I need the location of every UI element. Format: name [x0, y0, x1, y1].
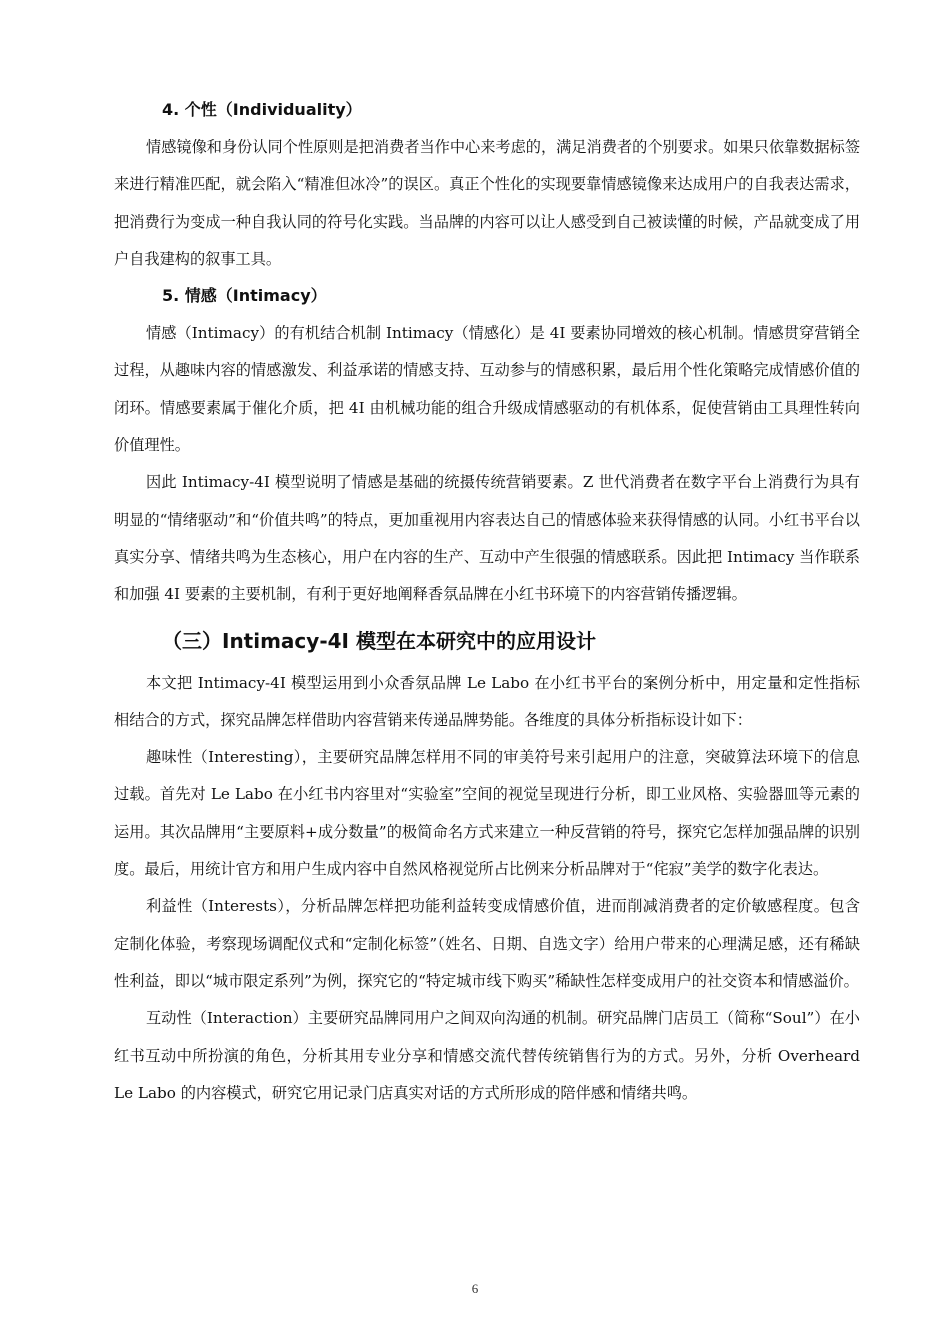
- paragraph: 本文把 Intimacy-4I 模型运用到小众香氛品牌 Le Labo 在小红书平台的案例分析中，用定量和定性指标相结合的方式，探究品牌怎样借助内容营销来传递品牌势能。各维度的具体分析指标设计如下：: [114, 673, 860, 729]
- page-body: [114, 92, 860, 1112]
- paragraph: 利益性（Interests），分析品牌怎样把功能利益转变成情感价值，进而削减消费者的定价敏感程度。包含定制化体验，考察现场调配仪式和“定制化标签”（姓名、日期、自选文字）给用户带来的心理满足感，还有稀缺性利益，即以“城市限定系列”为例，探究它的“特定城市线下购买”稀缺性怎样变成用户的社交资本和情感溢价。: [114, 897, 860, 990]
- section-heading-intimacy: 5. 情感（Intimacy）: [162, 286, 327, 306]
- paragraph: 情感镜像和身份认同个性原则是把消费者当作中心来考虑的，满足消费者的个别要求。如果只依靠数据标签来进行精准匹配，就会陷入“精准但冰冷”的误区。真正个性化的实现要靠情感镜像来达成用户的自我表达需求，把消费行为变成一种自我认同的符号化实践。当品牌的内容可以让人感受到自己被读懂的时候，产品就变成了用户自我建构的叙事工具。: [114, 138, 860, 268]
- section-heading-application-design: （三）Intimacy-4I 模型在本研究中的应用设计: [162, 628, 596, 653]
- section-heading-individuality: 4. 个性（Individuality）: [162, 100, 362, 119]
- paragraph: 情感（Intimacy）的有机结合机制 Intimacy（情感化）是 4I 要素协同增效的核心机制。情感贯穿营销全过程，从趣味内容的情感激发、利益承诺的情感支持、互动参与的情感积累，最后用个性化策略完成情感价值的闭环。情感要素属于催化介质，把 4I 由机械功能的组合升级成情感驱动的有机体系，促使营销由工具理性转向价值理性。: [114, 324, 860, 455]
- paragraph: 趣味性（Interesting），主要研究品牌怎样用不同的审美符号来引起用户的注意，突破算法环境下的信息过载。首先对 Le Labo 在小红书内容里对“实验室”空间的视觉呈现进行分析，即工业风格、实验器皿等元素的运用。其次品牌用“主要原料+成分数量”的极简命名方式来建立一种反营销的符号，探究它怎样加强品牌的识别度。最后，用统计官方和用户生成内容中自然风格视觉所占比例来分析品牌对于“侘寂”美学的数字化表达。: [114, 748, 860, 879]
- page-number: 6: [471, 1281, 479, 1296]
- paragraph: 因此 Intimacy-4I 模型说明了情感是基础的统摄传统营销要素。Z 世代消费者在数字平台上消费行为具有明显的“情绪驱动”和“价值共鸣”的特点，更加重视用内容表达自己的情感体验来获得情感的认同。小红书平台以真实分享、情绪共鸣为生态核心，用户在内容的生产、互动中产生很强的情感联系。因此把 Intimacy 当作联系和加强 4I 要素的主要机制，有利于更好地阐释香氛品牌在小红书环境下的内容营销传播逻辑。: [114, 473, 860, 604]
- paragraph: 互动性（Interaction）主要研究品牌同用户之间双向沟通的机制。研究品牌门店员工（简称“Soul”）在小红书互动中所扮演的角色，分析其用专业分享和情感交流代替传统销售行为的方式。另外，分析 Overheard Le Labo 的内容模式，研究它用记录门店真实对话的方式所形成的陪伴感和情绪共鸣。: [114, 1009, 860, 1102]
